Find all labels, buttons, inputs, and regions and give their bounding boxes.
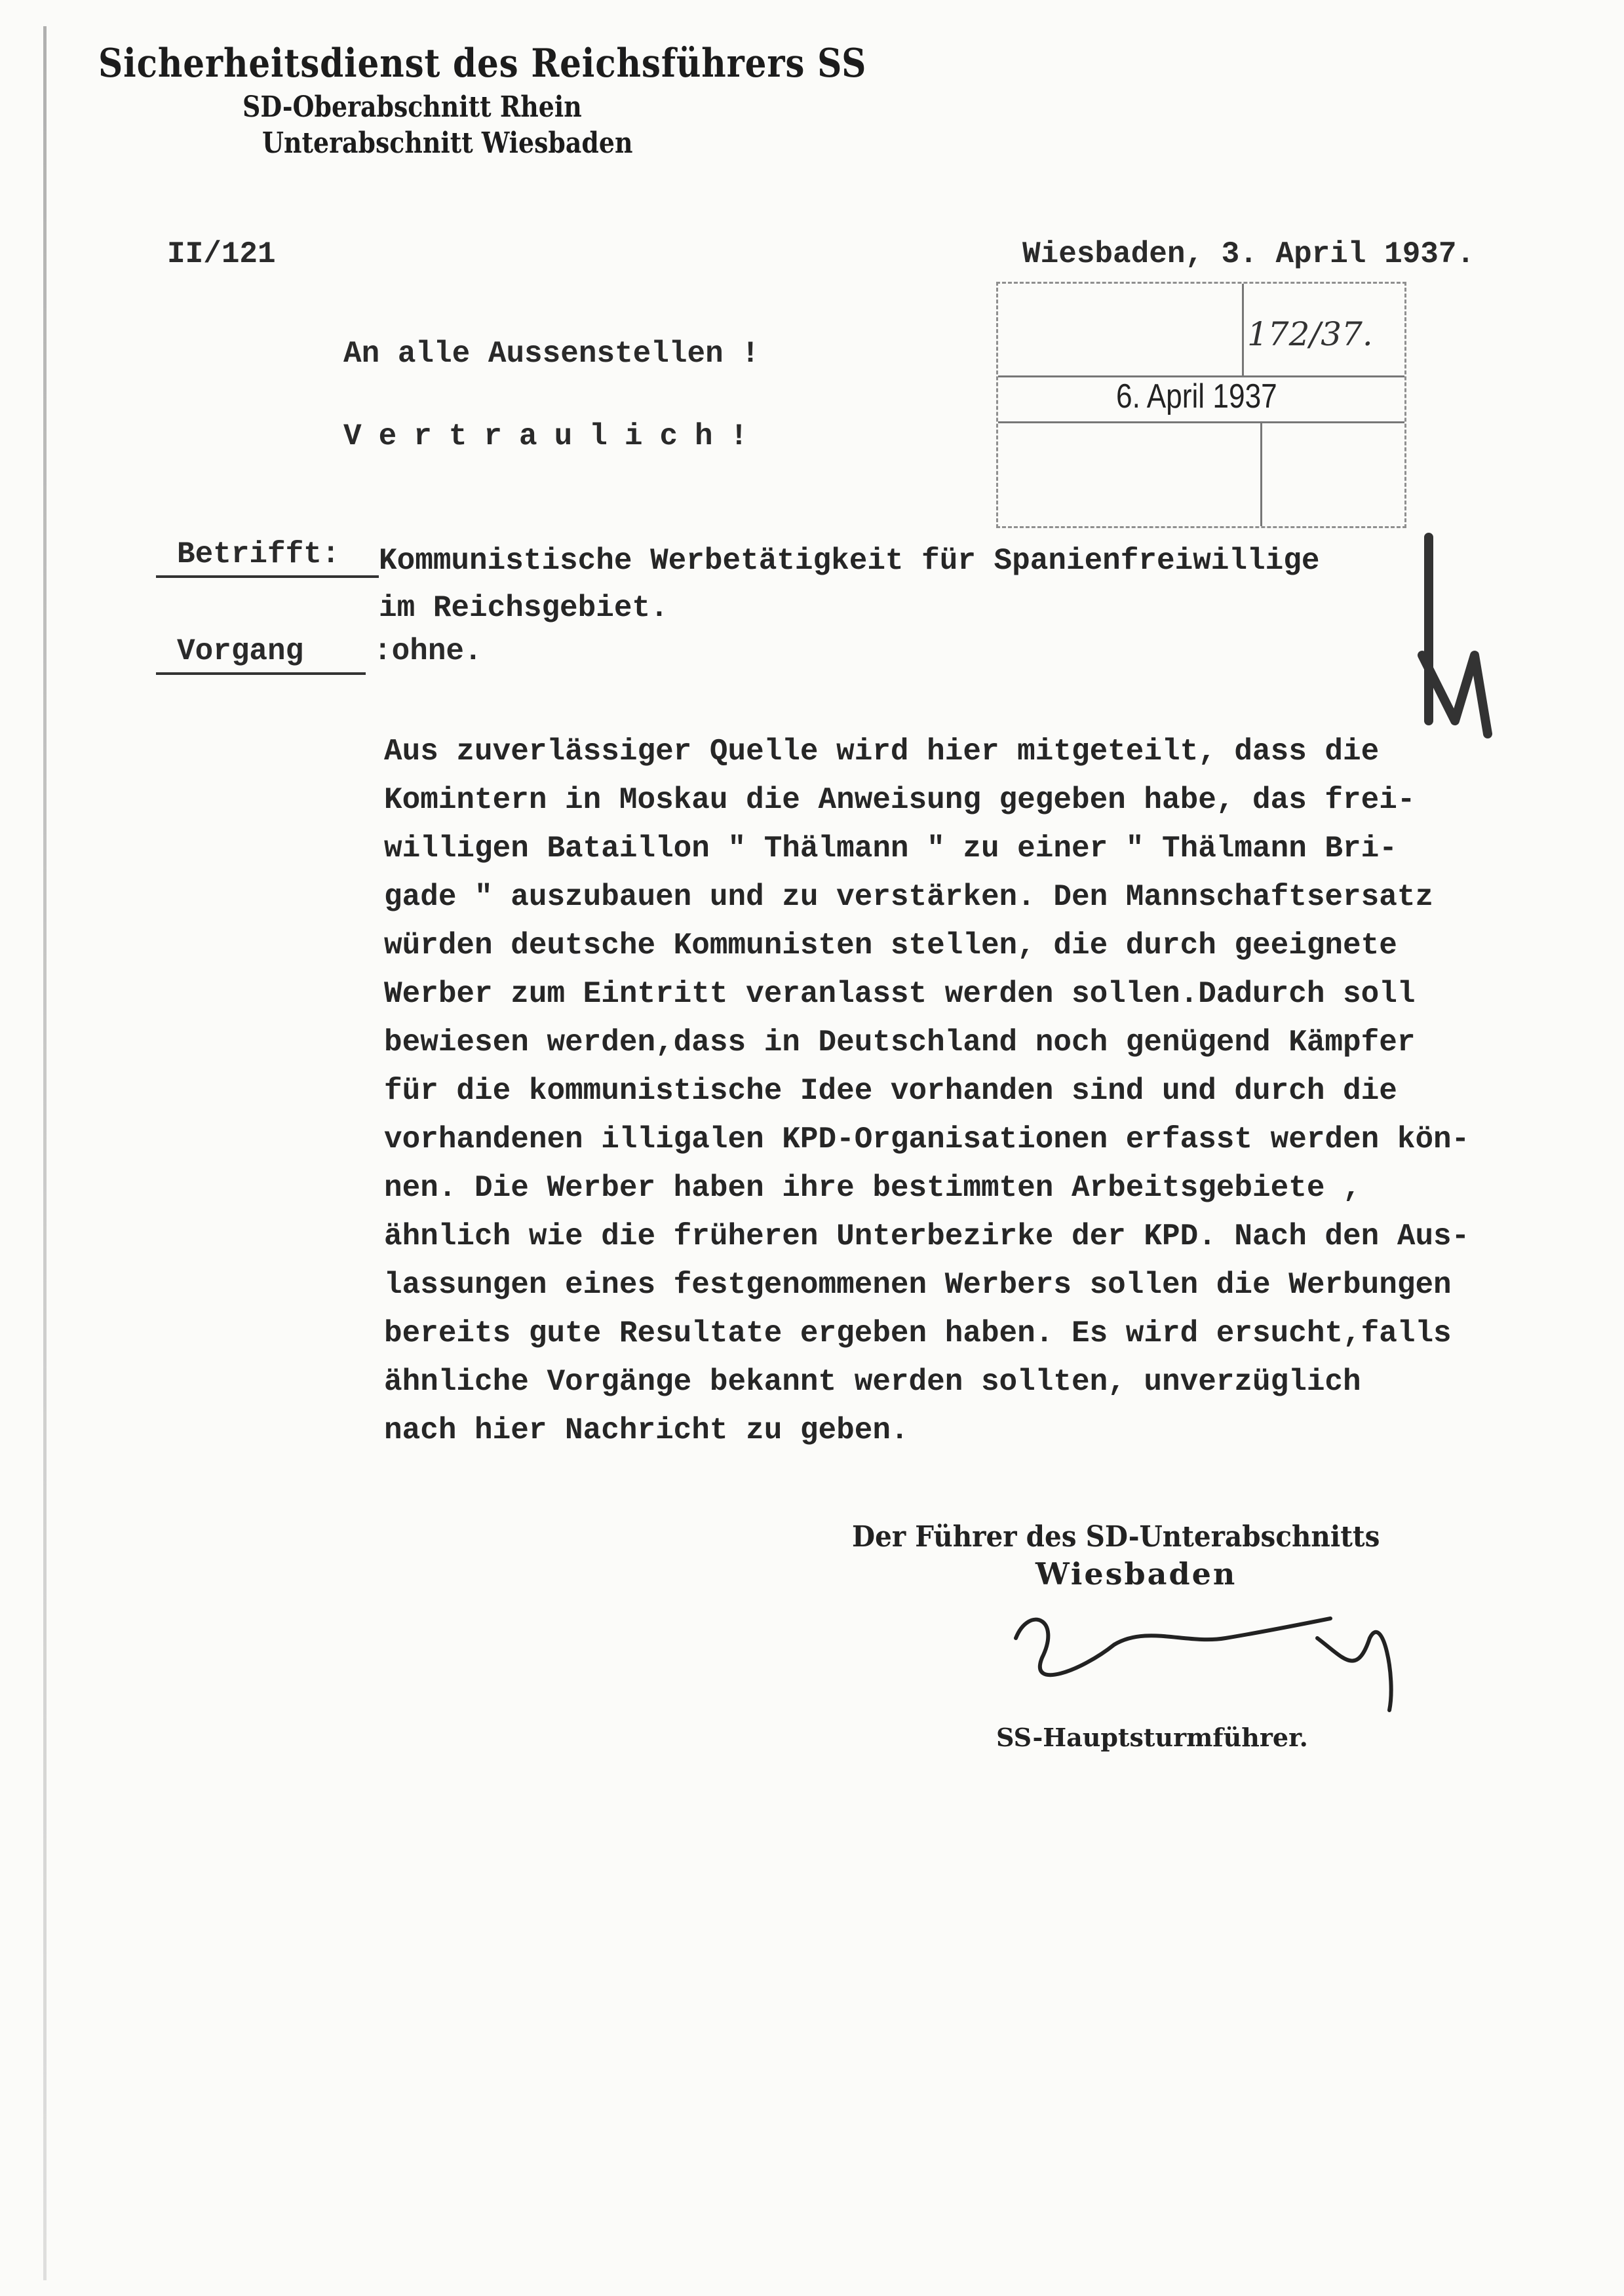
signature-rank: SS-Hauptsturmführer.: [996, 1723, 1308, 1752]
body-line: nach hier Nachricht zu geben.: [384, 1413, 909, 1447]
body-line: ähnliche Vorgänge bekannt werden sollten, unverzüglich: [384, 1365, 1361, 1399]
body-line: nen. Die Werber haben ihre bestimmten Arbeitsgebiete ,: [384, 1171, 1361, 1205]
signature-location: Wiesbaden: [1035, 1556, 1237, 1592]
subject-label: Betrifft:: [177, 537, 340, 571]
stamp-middle-rule: [998, 421, 1404, 423]
subject-line-2: im Reichsgebiet.: [379, 591, 668, 625]
body-line: bewiesen werden,dass in Deutschland noch genügend Kämpfer: [384, 1025, 1416, 1060]
transaction-label: Vorgang: [177, 634, 304, 668]
body-line: ähnlich wie die früheren Unterbezirke der KPD. Nach den Aus-: [384, 1219, 1470, 1253]
body-line: würden deutsche Kommunisten stellen, die durch geeignete: [384, 928, 1397, 963]
recipients: An alle Aussenstellen !: [343, 337, 760, 371]
letterhead: [98, 41, 992, 160]
handwritten-signature: [1003, 1599, 1409, 1717]
body-line: Aus zuverlässiger Quelle wird hier mitgeteilt, dass die: [384, 735, 1380, 769]
body-line: Werber zum Eintritt veranlasst werden sollen.Dadurch soll: [384, 977, 1416, 1011]
stamp-divider: [1242, 284, 1244, 375]
body-line: Komintern in Moskau die Anweisung gegeben habe, das frei-: [384, 783, 1416, 817]
body-line: bereits gute Resultate ergeben haben. Es wird ersucht,falls: [384, 1316, 1452, 1350]
body-line: vorhandenen illigalen KPD-Organisationen erfasst werden kön-: [384, 1122, 1470, 1157]
margin-annotation-mark: [1416, 524, 1507, 747]
signature-block: [852, 1520, 1425, 1752]
confidential-marking: Vertraulich!: [343, 419, 765, 453]
body-line: gade " auszubauen und zu verstärken. Den Mannschaftsersatz: [384, 880, 1434, 914]
letterhead-division: SD-Oberabschnitt Rhein: [242, 90, 582, 124]
stamp-received-date: 6. April 1937: [1116, 377, 1277, 415]
page-edge-shadow: [43, 26, 47, 2280]
body-line: willigen Bataillon " Thälmann " zu einer " Thälmann Bri-: [384, 832, 1397, 866]
letterhead-organization: Sicherheitsdienst des Reichsführers SS: [98, 41, 867, 86]
subject-text: [379, 537, 1319, 632]
transaction-value: :ohne.: [374, 634, 482, 668]
body-line: für die kommunistische Idee vorhanden sind und durch die: [384, 1074, 1397, 1108]
letterhead-subdivision: Unterabschnitt Wiesbaden: [262, 126, 633, 160]
letter-body: [384, 727, 1603, 1455]
transaction-label-underline: [156, 672, 366, 675]
body-line: lassungen eines festgenommenen Werbers sollen die Werbungen: [384, 1268, 1452, 1302]
stamp-divider-lower: [1260, 421, 1262, 526]
signature-title: Der Führer des SD-Unterabschnitts: [852, 1520, 1380, 1554]
subject-label-underline: [156, 575, 379, 578]
receipt-stamp: [996, 282, 1406, 528]
reference-number: II/121: [167, 237, 276, 271]
document-date: Wiesbaden, 3. April 1937.: [1022, 237, 1475, 271]
subject-line-1: Kommunistische Werbetätigkeit für Spanienfreiwillige: [379, 544, 1320, 578]
stamp-journal-number: 172/37.: [1247, 315, 1373, 353]
